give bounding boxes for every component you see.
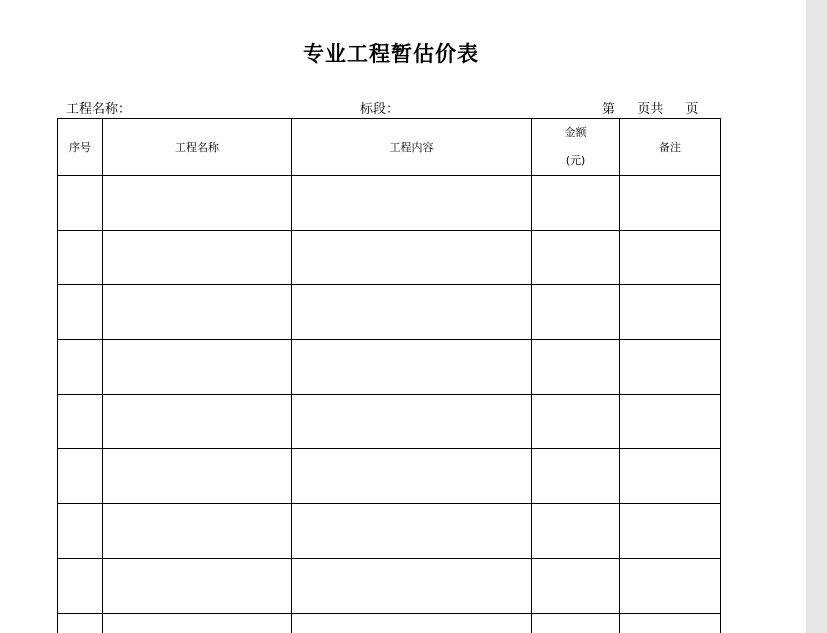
cell-project-name[interactable] [103, 394, 292, 449]
cell-amount[interactable] [532, 558, 620, 613]
cell-amount[interactable] [532, 613, 620, 633]
table-header-row [58, 119, 721, 176]
table-row [58, 558, 721, 613]
cell-project-content[interactable] [292, 449, 532, 504]
page-number [602, 98, 699, 117]
table-row [58, 394, 721, 449]
cell-remarks[interactable] [620, 394, 721, 449]
cell-project-content[interactable] [292, 613, 532, 633]
table-row [58, 449, 721, 504]
cell-remarks[interactable] [620, 230, 721, 285]
table-row [58, 613, 721, 633]
cell-amount[interactable] [532, 230, 620, 285]
cell-project-name[interactable] [103, 504, 292, 559]
cell-seq[interactable] [58, 613, 103, 633]
cell-project-content[interactable] [292, 230, 532, 285]
table-row [58, 504, 721, 559]
cell-project-content[interactable] [292, 176, 532, 231]
table-row [58, 230, 721, 285]
cell-amount[interactable] [532, 340, 620, 395]
page-number-middle: 页共 [637, 102, 664, 117]
cell-amount[interactable] [532, 285, 620, 340]
cell-remarks[interactable] [620, 176, 721, 231]
cell-remarks[interactable] [620, 340, 721, 395]
cell-seq[interactable] [58, 230, 103, 285]
cell-amount[interactable] [532, 176, 620, 231]
header-remarks: 备注 [620, 119, 721, 176]
cell-project-name[interactable] [103, 176, 292, 231]
cell-seq[interactable] [58, 176, 103, 231]
header-project-content: 工程内容 [292, 119, 532, 176]
viewer-gutter [806, 0, 827, 633]
cell-seq[interactable] [58, 394, 103, 449]
cell-seq[interactable] [58, 285, 103, 340]
cell-remarks[interactable] [620, 449, 721, 504]
cell-project-name[interactable] [103, 340, 292, 395]
section-label: 标段： [360, 102, 400, 117]
cell-seq[interactable] [58, 449, 103, 504]
cell-seq[interactable] [58, 558, 103, 613]
cell-project-content[interactable] [292, 504, 532, 559]
cell-amount[interactable] [532, 449, 620, 504]
table-row [58, 340, 721, 395]
header-amount-unit: (元) [565, 154, 586, 167]
cell-amount[interactable] [532, 504, 620, 559]
project-name-label: 工程名称： [66, 102, 132, 117]
cell-remarks[interactable] [620, 613, 721, 633]
cell-seq[interactable] [58, 340, 103, 395]
cell-project-name[interactable] [103, 558, 292, 613]
cell-project-content[interactable] [292, 285, 532, 340]
header-project-name: 工程名称 [103, 119, 292, 176]
header-seq: 序号 [58, 119, 103, 176]
cell-amount[interactable] [532, 394, 620, 449]
page-number-suffix: 页 [685, 102, 699, 117]
cell-seq[interactable] [58, 504, 103, 559]
table-row [58, 285, 721, 340]
cell-project-content[interactable] [292, 558, 532, 613]
cell-remarks[interactable] [620, 558, 721, 613]
header-amount-label: 金额 [564, 126, 587, 139]
cell-remarks[interactable] [620, 504, 721, 559]
cell-project-name[interactable] [103, 285, 292, 340]
cell-project-name[interactable] [103, 230, 292, 285]
page-number-prefix: 第 [602, 102, 616, 117]
estimate-table [57, 118, 721, 633]
cell-remarks[interactable] [620, 285, 721, 340]
document-title: 专业工程暂估价表 [303, 42, 479, 66]
header-amount [532, 119, 620, 176]
cell-project-name[interactable] [103, 613, 292, 633]
table-row [58, 176, 721, 231]
cell-project-content[interactable] [292, 394, 532, 449]
cell-project-name[interactable] [103, 449, 292, 504]
cell-project-content[interactable] [292, 340, 532, 395]
